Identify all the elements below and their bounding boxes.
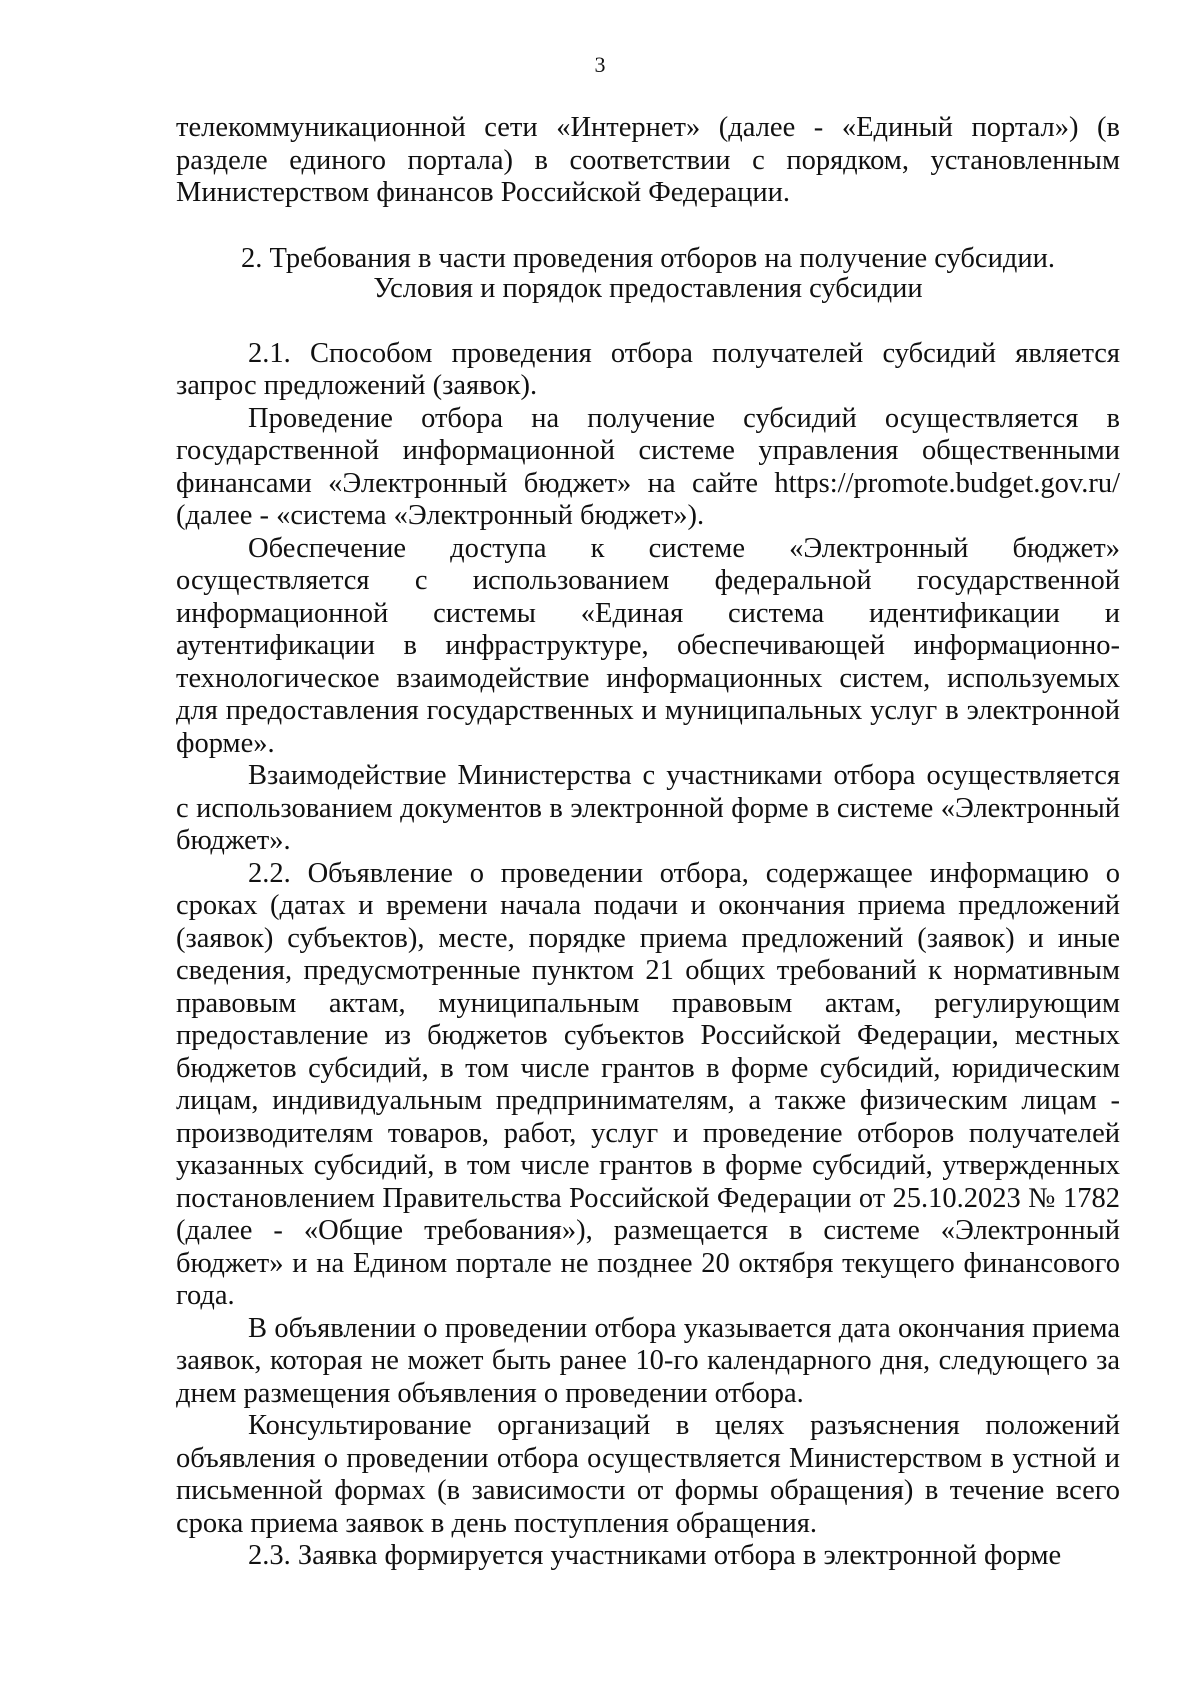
page-number: 3 (594, 52, 606, 77)
paragraph-continuation: телекоммуникационной сети «Интернет» (далее - «Единый портал») (в разделе единого портала) в соответствии с порядком, установленным Министерством финансов Российской Федерации. (176, 112, 1120, 208)
section-heading (176, 244, 1120, 304)
paragraph-2-3: 2.3. Заявка формируется участниками отбора в электронной форме (248, 1540, 1062, 1571)
paragraph-selection-system: Проведение отбора на получение субсидий осуществляется в государственной информационной системе управления общественными финансами «Электронный бюджет» на сайте https://promote.budget.gov.ru/ (далее - «система «Электронный бюджет»). (176, 402, 1120, 531)
paragraph-access: Обеспечение доступа к системе «Электронный бюджет» осуществляется с использованием федеральной государственной информационной системы «Единая система идентификации и аутентификации в инфраструктуре, обеспечивающей информационно-технологическое взаимодействие информационных систем, используемых для предоставления государственных и муниципальных услуг в электронной форме». (176, 532, 1120, 759)
paragraph-2-1: 2.1. Способом проведения отбора получателей субсидий является запрос предложений (заявок). (176, 337, 1120, 401)
document-body (176, 112, 1120, 1573)
paragraph-2-2: 2.2. Объявление о проведении отбора, содержащее информацию о сроках (датах и времени начала подачи и окончания приема предложений (заявок) субъектов), месте, порядке приема предложений (заявок) и иные сведения, предусмотренные пунктом 21 общих требований к нормативным правовым актам, муниципальным правовым актам, регулирующим предоставление из бюджетов субъектов Российской Федерации, местных бюджетов субсидий, в том числе грантов в форме субсидий, юридическим лицам, индивидуальным предпринимателям, а также физическим лицам - производителям товаров, работ, услуг и проведение отборов получателей указанных субсидий, в том числе грантов в форме субсидий, утвержденных постановлением Правительства Российской Федерации от 25.10.2023 № 1782 (далее - «Общие требования»), размещается в системе «Электронный бюджет» и на Едином портале не позднее 20 октября текущего финансового года. (176, 857, 1120, 1311)
section-heading-line-2: Условия и порядок предоставления субсидии (373, 272, 923, 304)
paragraph-interaction: Взаимодействие Министерства с участниками отбора осуществляется с использованием документов в электронной форме в системе «Электронный бюджет». (176, 760, 1120, 856)
paragraph-deadline: В объявлении о проведении отбора указывается дата окончания приема заявок, которая не может быть ранее 10-го календарного дня, следующего за днем размещения объявления о проведении отбора. (176, 1312, 1120, 1409)
section-heading-line-1: 2. Требования в части проведения отборов на получение субсидии. (241, 242, 1055, 274)
paragraph-consultation: Консультирование организаций в целях разъяснения положений объявления о проведении отбора осуществляется Министерством в устной и письменной формах (в зависимости от формы обращения) в течение всего срока приема заявок в день поступления обращения. (176, 1410, 1120, 1539)
